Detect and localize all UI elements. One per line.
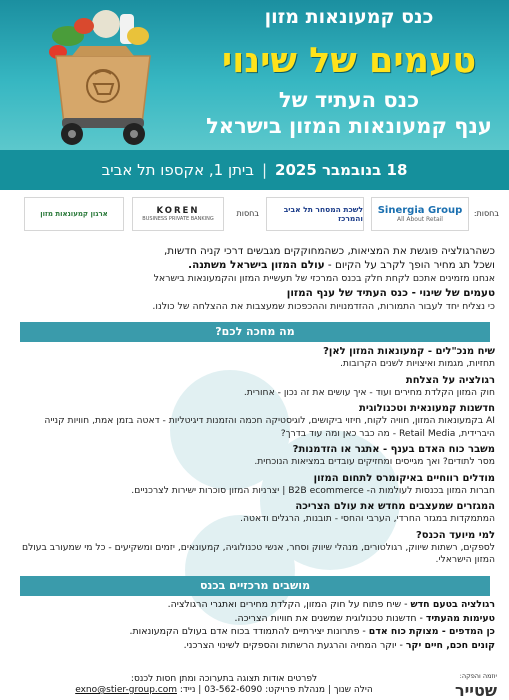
list-item: שיח מנכ"לים - קמעונאות המזון לאן? תחזיות, מגמות ואיצויות לשנים הקרובות. bbox=[323, 346, 495, 369]
separator: | bbox=[261, 161, 268, 179]
event-slogan: טעמים של שינוי bbox=[221, 41, 477, 81]
main-sponsor-label: בחסות: bbox=[473, 209, 499, 218]
what-awaits-heading: מה מחכה לכם? bbox=[20, 322, 490, 342]
intro-line-3: אנחנו מזמינים אתכם לקחת חלק בכנס המרכזי של תעשיית המזון והקמעונאות בישראל bbox=[153, 273, 495, 284]
hero-banner bbox=[0, 0, 509, 150]
event-date: 18 בנובמבר 2025 bbox=[275, 161, 408, 179]
event-subtitle-line1: כנס העתיד של bbox=[278, 88, 420, 112]
intro-line-4: טעמים של שינוי - כנס העתיד של ענף המזון bbox=[286, 287, 495, 299]
list-item: מודלים רווחיים באיקומרס לתחום המזון חברות המזון בכנסות לעולמות ה- B2B ecommerce | יצרניות המזון סוכרות ישירות לצרכניים. bbox=[131, 472, 495, 496]
topics-list bbox=[13, 345, 495, 570]
list-item: המגזרים שמעצבים מחדש את עולם הצריכה המתמקדות במגזר החרדי, הערבי והחסי - תובנות, הרגלים ודאטה. bbox=[240, 501, 495, 524]
list-item: רגולציה על הצלחת חוק המזון הקלדת מחירים ועוד - איך עושים את זה נכון - אחורית. bbox=[243, 374, 495, 398]
sponsor-logo-koren: KOREN BUSINESS PRIVATE BANKING bbox=[132, 197, 224, 231]
list-item: קונים חכם, חיים יקר - יוקר המחיה והרגעת הרשתות והספקים לשינוי הצרכני. bbox=[183, 639, 495, 651]
intro-line-5: כי נצליח יחד לעבור התמורות, ההזדמנויות וההכפכות שמעצבות את ההצלחה של כולנו. bbox=[152, 301, 495, 312]
organizer-logo: יוזמה והפקה: שטייר bbox=[454, 672, 497, 700]
sponsors-row bbox=[0, 193, 509, 238]
event-title: כנס קמעונאות מזון bbox=[264, 6, 434, 28]
list-item: חדשנות קמעונאית וטכנולוגית AI בקמעונאות המזון, חוויה לקוח, חיזוי ביקושים, לוגיסטיקה חכמה והזמנות דיגיטליות - דאטה בזמן אמת, חוויות קנייה היברידית, Retail Media - מה כבר כאן ומה עוד בדרך? bbox=[44, 403, 495, 439]
event-location: ביתן 1, אקספו תל אביב bbox=[101, 161, 254, 179]
list-item: משבר כוח האדם בענף - אתגר או הזדמנות? מסר לתודים? ואך מגייסים ומחזיקים עובדים במציאות הנוכחית. bbox=[254, 444, 495, 467]
key-sessions-heading: מושבים מרכזיים בכנס bbox=[20, 576, 490, 596]
intro-line-2: ושכל תג מחיר הופך לקרב על הקיום - עולם המזון בישראל משתנה. bbox=[188, 259, 495, 271]
list-item: למי מיועד הכנס? לספקים, רשתות שיווק, רגולטורים, מנהלי שיווק וסחר, אנשי טכנולוגיה, קמעונאים, יזמים ומשקיעים - כל מי שמעורב בעולם המזון הישראלי. bbox=[21, 529, 495, 565]
grocery-bag-illustration bbox=[28, 6, 178, 148]
partners-label: בחסות bbox=[236, 209, 259, 218]
list-item: טעימות מהעתיד - חדשנות טכנולוגית שמשנים את חוויות הצריכה. bbox=[234, 612, 495, 624]
list-item: כן המדפים - מצוקת כוח אדם - פתרונות יצירתיים להתמודד בכוח אדם בעולם הקמעונאות. bbox=[129, 626, 495, 637]
footer bbox=[0, 672, 509, 700]
footer-contact: לפרטים אודות תצוגה בתערוכה ומתן חסות לכנס: הילה שנוך | מנהלת פרויקט: 03-562-6090 | נייד: exno@stier-group.com bbox=[75, 674, 373, 695]
sponsor-logo-association: ארגון קמעונאות מזון bbox=[24, 197, 124, 231]
list-item: רגולציה בטעם חדש - שיח פתוח על חוק המזון, הקלדת מחירים ואתגרי הרגולציה. bbox=[167, 599, 495, 610]
intro-paragraph bbox=[13, 244, 495, 314]
sponsor-logo-sinergia: Sinergia Group All About Retail bbox=[371, 197, 469, 231]
sponsor-logo-chamber: לשכת המסחר תל אביב והמרכז bbox=[266, 197, 364, 231]
contact-email[interactable]: exno@stier-group.com bbox=[75, 685, 177, 695]
event-subtitle-line2: ענף קמעונאות המזון בישראל bbox=[206, 114, 492, 138]
date-location-bar bbox=[0, 150, 509, 190]
key-sessions-list bbox=[13, 598, 495, 652]
intro-line-1: כשהרגולציה פוגשת את המציאות, כשהמחוקקים מגבשים דרכי קניה חדשות, bbox=[163, 245, 495, 257]
